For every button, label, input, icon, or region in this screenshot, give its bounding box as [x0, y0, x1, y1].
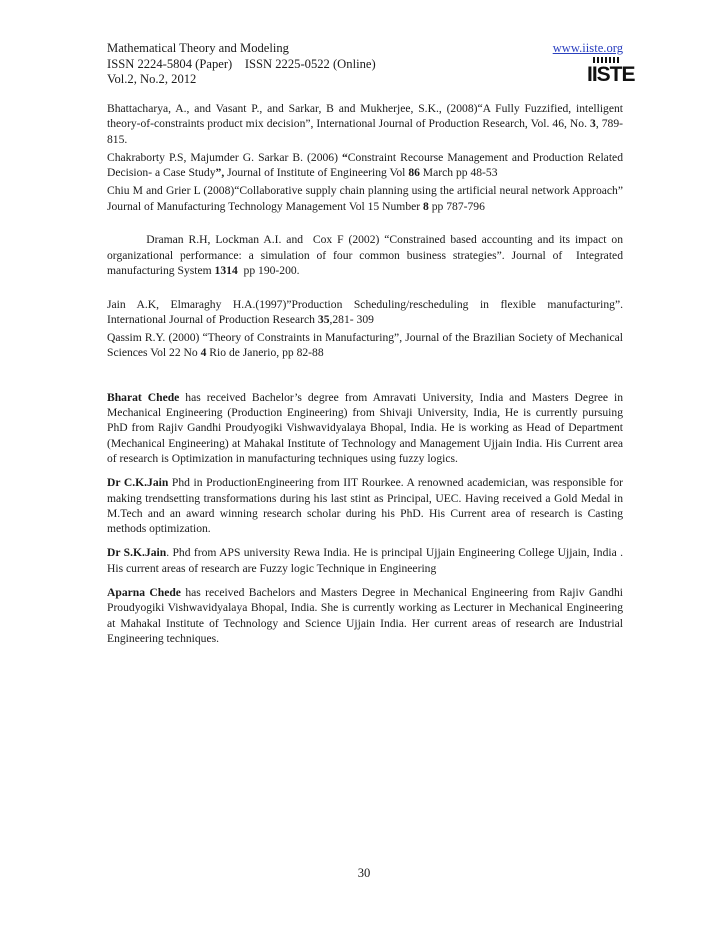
logo-text: IISTE	[587, 63, 635, 86]
author-bio	[107, 585, 623, 646]
author-bio-text: has received Bachelors and Masters Degree in Mechanical Engineering from Rajiv Gandhi Proudyogiki Vishwavidyalaya Bhopal, India. She is currently working as Lecturer in Mechanical Engineering at Mahakal Institute of Technology and Science Ujjain India. Her current areas of research are Industrial Engineering techniques.	[107, 586, 623, 645]
page-body	[107, 101, 626, 655]
reference-text: Qassim R.Y. (2000) “Theory of Constraints in Manufacturing”, Journal of the Brazilian Society of Mechanical Sciences Vol 22 No	[107, 331, 623, 360]
reference-text: ,281- 309	[329, 312, 374, 326]
section-gap	[107, 364, 623, 390]
reference-bold: 4	[200, 346, 207, 360]
reference-item	[107, 297, 623, 328]
reference-item	[107, 217, 626, 293]
reference-bold: 1314	[214, 263, 238, 277]
author-name: Dr C.K.Jain	[107, 476, 169, 490]
reference-bold: 8	[423, 199, 429, 213]
journal-url-link[interactable]: www.iiste.org	[552, 41, 623, 55]
reference-text: Rio de Janerio, pp 82-88	[206, 346, 324, 360]
reference-bold: 3	[590, 117, 596, 131]
reference-text: Chiu M and Grier L (2008)“Collaborative supply chain planning using the artificial neural network Approach” Journal of Manufacturing Technology Management Vol 15 Number	[107, 184, 623, 213]
page-header	[107, 41, 635, 88]
reference-item	[107, 101, 623, 147]
reference-text: pp 787-796	[428, 199, 485, 213]
reference-text: , 789-815.	[107, 117, 623, 146]
author-bio-text: . Phd from APS university Rewa India. He is principal Ujjain Engineering College Ujjain, India . His current areas of research are Fuzzy logic Technique in Engineering	[107, 546, 623, 575]
author-bio	[107, 475, 623, 536]
reference-text: Journal of Institute of Engineering Vol	[224, 166, 409, 180]
reference-bold: “	[342, 150, 348, 164]
reference-bold: 86	[408, 166, 420, 180]
reference-item	[107, 183, 623, 214]
issn-line: ISSN 2224-5804 (Paper) ISSN 2225-0522 (Online)	[107, 56, 376, 71]
reference-item	[107, 150, 623, 181]
journal-title: Mathematical Theory and Modeling	[107, 41, 289, 55]
reference-text: Draman R.H, Lockman A.I. and Cox F (2002) “Constrained based accounting and its impact on organizational performance: a simulation of four common business strategies”. Journal of Integrated manufacturing System	[107, 233, 626, 277]
reference-text: March pp 48-53	[419, 166, 498, 180]
reference-text: Bhattacharya, A., and Vasant P., and Sarkar, B and Mukherjee, S.K., (2008)“A Fully Fuzzified, intelligent theory-of-constraints product mix decision”, International Journal of Production Research, Vol. 46, No.	[107, 102, 623, 131]
author-bio-text: has received Bachelor’s degree from Amravati University, India and Masters Degree in Mechanical Engineering (Production Engineering) from Shivaji University, India, He is currently pursuing PhD from Rajiv Gandhi Proudyogiki Vishwavidyalaya Bhopal, India. He is working as Head of Department (Mechanical Engineering) at Mahakal Institute of Technology and Management Ujjain India. His Current area of research is Optimization in manufacturing techniques using fuzzy logics.	[107, 390, 623, 465]
page-number: 30	[357, 866, 371, 880]
author-bios	[107, 390, 623, 646]
reference-text: pp 190-200.	[237, 263, 300, 277]
reference-text: Constraint Recourse Management and Production Related Decision- a Case Study	[107, 150, 623, 180]
volume-line: Vol.2, No.2, 2012	[107, 72, 197, 86]
author-name: Dr S.K.Jain	[107, 546, 167, 560]
reference-text: Jain A.K, Elmaraghy H.A.(1997)”Production Scheduling/rescheduling in flexible manufacturing”. International Journal of Production Research	[107, 297, 623, 326]
reference-text: Chakraborty P.S, Majumder G. Sarkar B. (2006)	[107, 150, 342, 164]
reference-bold: 35	[317, 312, 330, 326]
author-bio	[107, 545, 623, 576]
author-name: Aparna Chede	[107, 586, 181, 600]
reference-item	[107, 330, 623, 361]
reference-bold: ”,	[215, 166, 225, 180]
reference-list	[107, 101, 626, 361]
author-name: Bharat Chede	[107, 390, 180, 404]
author-bio-text: Phd in ProductionEngineering from IIT Rourkee. A renowned academician, was responsible for making trendsetting transformations during his last stint as Principal, UEC. Having received a Gold Medal in M.Tech and an award winning research scholar during his PhD. His Current area of research is Casting methods optimization.	[107, 476, 623, 536]
author-bio	[107, 390, 623, 466]
iiste-logo	[587, 57, 635, 89]
